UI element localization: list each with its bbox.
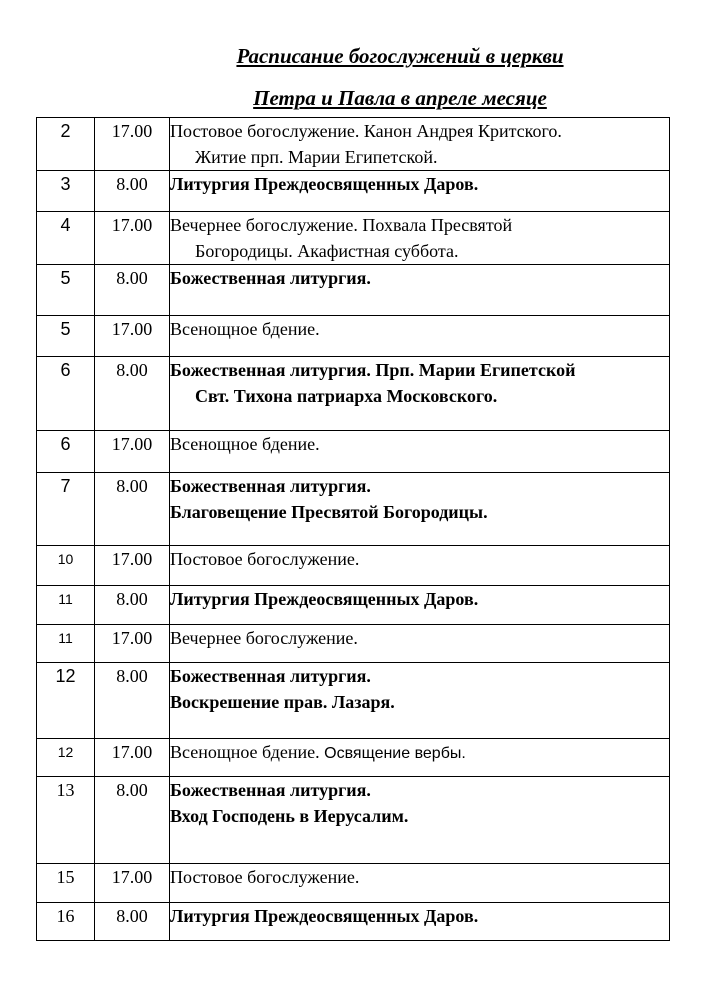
time-cell: 17.00 bbox=[95, 316, 170, 357]
table-row bbox=[37, 546, 670, 586]
page-title: Расписание богослужений в церкви bbox=[236, 44, 564, 68]
service-text: Литургия Преждеосвященных Даров. bbox=[170, 906, 479, 926]
time-cell: 8.00 bbox=[95, 265, 170, 316]
service-text-second-line: Благовещение Пресвятой Богородицы. bbox=[170, 502, 488, 522]
table-row bbox=[37, 212, 670, 265]
day-cell: 3 bbox=[37, 171, 95, 212]
time-cell: 17.00 bbox=[95, 625, 170, 663]
table-row bbox=[37, 625, 670, 663]
table-row bbox=[37, 473, 670, 546]
time-cell: 8.00 bbox=[95, 777, 170, 864]
day-cell: 6 bbox=[37, 357, 95, 431]
day-cell: 12 bbox=[37, 663, 95, 739]
service-text: Всенощное бдение. bbox=[170, 742, 320, 762]
service-text-second-line: Вход Господень в Иерусалим. bbox=[170, 806, 409, 826]
table-row bbox=[37, 663, 670, 739]
day-cell: 11 bbox=[37, 625, 95, 663]
service-cell bbox=[170, 625, 670, 663]
time-cell: 17.00 bbox=[95, 212, 170, 265]
time-cell: 8.00 bbox=[95, 586, 170, 625]
schedule-table bbox=[36, 117, 670, 941]
service-text-continued: Свт. Тихона патриарха Московского. bbox=[195, 386, 498, 406]
service-text: Вечернее богослужение. Похвала Пресвятой bbox=[170, 215, 513, 235]
time-cell: 8.00 bbox=[95, 663, 170, 739]
service-cell bbox=[170, 316, 670, 357]
service-text: Литургия Преждеосвященных Даров. bbox=[170, 174, 479, 194]
time-cell: 17.00 bbox=[95, 118, 170, 171]
day-cell: 6 bbox=[37, 431, 95, 473]
service-text: Всенощное бдение. bbox=[170, 319, 320, 339]
service-text: Постовое богослужение. Канон Андрея Критского. bbox=[170, 121, 562, 141]
time-cell: 8.00 bbox=[95, 357, 170, 431]
time-cell: 8.00 bbox=[95, 473, 170, 546]
table-row bbox=[37, 265, 670, 316]
table-row bbox=[37, 864, 670, 903]
time-cell: 17.00 bbox=[95, 864, 170, 903]
day-cell: 13 bbox=[37, 777, 95, 864]
service-cell bbox=[170, 663, 670, 739]
table-row bbox=[37, 118, 670, 171]
table-row bbox=[37, 777, 670, 864]
page-subtitle: Петра и Павла в апреле месяце bbox=[253, 86, 547, 110]
table-row bbox=[37, 586, 670, 625]
service-text: Литургия Преждеосвященных Даров. bbox=[170, 589, 479, 609]
day-cell: 10 bbox=[37, 546, 95, 586]
table-row bbox=[37, 357, 670, 431]
service-text-addition: Освящение вербы. bbox=[324, 745, 466, 762]
service-cell bbox=[170, 265, 670, 316]
service-cell bbox=[170, 431, 670, 473]
day-cell: 11 bbox=[37, 586, 95, 625]
service-text-continued: Житие прп. Марии Египетской. bbox=[195, 147, 438, 167]
table-row bbox=[37, 171, 670, 212]
service-cell bbox=[170, 171, 670, 212]
table-row bbox=[37, 431, 670, 473]
service-cell bbox=[170, 739, 670, 777]
service-cell bbox=[170, 586, 670, 625]
service-text: Божественная литургия. bbox=[170, 476, 371, 496]
day-cell: 4 bbox=[37, 212, 95, 265]
service-text-continued: Богородицы. Акафистная суббота. bbox=[195, 241, 459, 261]
day-cell: 5 bbox=[37, 316, 95, 357]
day-cell: 5 bbox=[37, 265, 95, 316]
service-cell bbox=[170, 546, 670, 586]
day-cell: 16 bbox=[37, 903, 95, 941]
service-cell bbox=[170, 212, 670, 265]
time-cell: 8.00 bbox=[95, 903, 170, 941]
service-text: Божественная литургия. bbox=[170, 666, 371, 686]
day-cell: 2 bbox=[37, 118, 95, 171]
service-text-second-line: Воскрешение прав. Лазаря. bbox=[170, 692, 395, 712]
service-text: Божественная литургия. bbox=[170, 268, 371, 288]
service-text: Божественная литургия. bbox=[170, 780, 371, 800]
day-cell: 15 bbox=[37, 864, 95, 903]
service-cell bbox=[170, 118, 670, 171]
table-row bbox=[37, 739, 670, 777]
time-cell: 17.00 bbox=[95, 739, 170, 777]
day-cell: 7 bbox=[37, 473, 95, 546]
service-text: Постовое богослужение. bbox=[170, 867, 360, 887]
service-cell bbox=[170, 903, 670, 941]
service-text: Всенощное бдение. bbox=[170, 434, 320, 454]
service-text: Вечернее богослужение. bbox=[170, 628, 358, 648]
service-cell bbox=[170, 777, 670, 864]
time-cell: 17.00 bbox=[95, 546, 170, 586]
table-row bbox=[37, 316, 670, 357]
time-cell: 17.00 bbox=[95, 431, 170, 473]
day-cell: 12 bbox=[37, 739, 95, 777]
service-text: Божественная литургия. Прп. Марии Египетской bbox=[170, 360, 576, 380]
service-cell bbox=[170, 357, 670, 431]
table-row bbox=[37, 903, 670, 941]
service-cell bbox=[170, 864, 670, 903]
service-text: Постовое богослужение. bbox=[170, 549, 360, 569]
time-cell: 8.00 bbox=[95, 171, 170, 212]
service-cell bbox=[170, 473, 670, 546]
